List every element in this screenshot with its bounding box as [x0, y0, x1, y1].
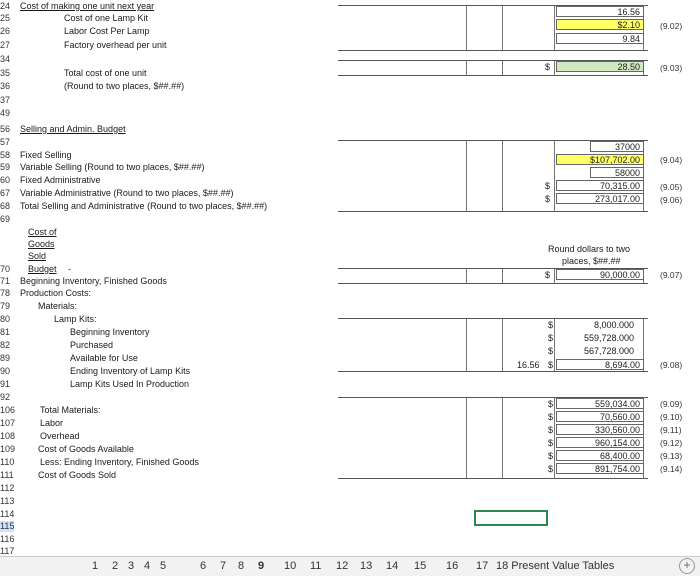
sheet-tab[interactable]: 18 Present Value Tables	[496, 560, 615, 572]
cell-lamp-kit[interactable]: 16.56	[556, 6, 644, 17]
sheet-tab[interactable]: 17	[476, 560, 489, 572]
cell-available[interactable]: 567,728.000	[584, 346, 635, 356]
round-dollars-note: Round dollars to two	[548, 244, 631, 254]
cogs-title-4: Budget	[28, 264, 57, 274]
beg-inv-label: Beginning Inventory	[70, 327, 150, 337]
total-materials-label: Total Materials:	[40, 405, 101, 415]
row-header[interactable]: 91	[0, 379, 11, 389]
row-header[interactable]: 58	[0, 150, 11, 160]
selected-cell[interactable]	[474, 510, 548, 526]
question-ref: (9.13)	[660, 451, 683, 461]
row-header[interactable]: 117	[0, 546, 15, 556]
row-header[interactable]: 69	[0, 214, 11, 224]
cogs-title-2: Goods	[28, 239, 55, 249]
dollar-sign: $	[545, 181, 551, 191]
cell-cogs-avail[interactable]: 960,154.00	[556, 437, 644, 448]
row-header[interactable]: 109	[0, 444, 16, 454]
beg-inv-fg-label: Beginning Inventory, Finished Goods	[20, 276, 167, 286]
question-ref: (9.11)	[660, 425, 682, 435]
dollar-sign: $	[545, 194, 551, 204]
cell-end-inv-kits[interactable]: 8,694.00	[556, 359, 644, 370]
row-header[interactable]: 89	[0, 353, 11, 363]
dollar-sign: $	[548, 451, 554, 461]
cell-purchased[interactable]: 559,728.000	[584, 333, 635, 343]
row-header[interactable]: 27	[0, 40, 11, 50]
cell-overhead2[interactable]: 330,560.00	[556, 424, 644, 435]
question-ref: (9.02)	[660, 21, 683, 31]
row-header[interactable]: 57	[0, 137, 11, 147]
cell-labor2[interactable]: 70,560.00	[556, 411, 644, 422]
dollar-sign: $	[548, 360, 554, 370]
question-ref: (9.14)	[660, 464, 683, 474]
cell-variable-admin[interactable]: 70,315.00	[556, 180, 644, 191]
question-ref: (9.10)	[660, 412, 683, 422]
lamp-kits-label: Lamp Kits:	[54, 314, 97, 324]
sheet-tab[interactable]: 14	[386, 560, 399, 572]
question-ref: (9.12)	[660, 438, 683, 448]
row-header[interactable]: 114	[0, 509, 15, 519]
fixed-admin-label: Fixed Administrative	[20, 175, 101, 185]
cell-labor[interactable]: $2.10	[556, 19, 644, 30]
sheet-tab[interactable]: 16	[446, 560, 459, 572]
labor2-label: Labor	[40, 418, 64, 428]
row-header[interactable]: 25	[0, 13, 11, 23]
sheet-tab[interactable]: 12	[336, 560, 349, 572]
sheet-tab[interactable]: 5	[160, 560, 167, 572]
dollar-sign: $	[548, 399, 554, 409]
available-label: Available for Use	[70, 353, 138, 363]
sheet-tab[interactable]: 11	[310, 560, 322, 572]
sheet-tab[interactable]: 9	[258, 560, 265, 572]
round-places-note: places, $##.##	[562, 256, 621, 266]
materials-label: Materials:	[38, 301, 78, 311]
cell-variable-selling[interactable]: $107,702.00	[556, 154, 644, 165]
row-header[interactable]: 111	[0, 470, 14, 480]
total-cost-label: Total cost of one unit	[64, 68, 147, 78]
cell-fixed-admin[interactable]: 58000	[590, 167, 644, 178]
row-header[interactable]: 60	[0, 175, 11, 185]
total-sa-label: Total Selling and Administrative (Round to two places, $##.##)	[20, 201, 268, 211]
question-ref: (9.07)	[660, 270, 683, 280]
sheet-tab[interactable]: 10	[284, 560, 297, 572]
row-header[interactable]: 82	[0, 340, 11, 350]
sheet-tab-bar	[0, 556, 700, 576]
dollar-sign: $	[548, 333, 554, 343]
dollar-sign: $	[548, 320, 554, 330]
cell-fixed-selling[interactable]: 37000	[590, 141, 644, 152]
sheet-tab[interactable]: 7	[220, 560, 227, 572]
question-ref: (9.09)	[660, 399, 683, 409]
row-header[interactable]: 34	[0, 54, 11, 64]
sheet-tab[interactable]: 4	[144, 560, 151, 572]
row-header[interactable]: 112	[0, 483, 15, 493]
question-ref: (9.04)	[660, 155, 683, 165]
row-header[interactable]: 90	[0, 366, 11, 376]
row-header[interactable]: 68	[0, 201, 11, 211]
row-header[interactable]: 79	[0, 301, 11, 311]
dollar-sign: $	[545, 62, 551, 72]
cogs-title-3: Sold	[28, 251, 47, 261]
cell-end-inv-fg[interactable]: 68,400.00	[556, 450, 644, 461]
production-costs-label: Production Costs:	[20, 288, 92, 298]
add-sheet-icon[interactable]: +	[679, 558, 695, 574]
row-header[interactable]: 92	[0, 392, 11, 402]
row-header[interactable]: 26	[0, 26, 11, 36]
dash-label: -	[68, 264, 71, 274]
row-header[interactable]: 67	[0, 188, 11, 198]
row-header[interactable]: 116	[0, 534, 15, 544]
overhead2-label: Overhead	[40, 431, 80, 441]
cell-total-cost[interactable]: 28.50	[556, 61, 644, 72]
cell-16-56[interactable]: 16.56	[517, 360, 540, 370]
row-header[interactable]: 113	[0, 496, 15, 506]
row-header[interactable]: 37	[0, 95, 11, 105]
question-ref: (9.05)	[660, 182, 683, 192]
overhead-label: Factory overhead per unit	[64, 40, 167, 50]
row-header[interactable]: 49	[0, 108, 11, 118]
cogs-label: Cost of Goods Sold	[38, 470, 117, 480]
sheet-tab[interactable]: 6	[200, 560, 207, 572]
row-header[interactable]: 110	[0, 457, 15, 467]
dollar-sign: $	[545, 270, 551, 280]
row-header[interactable]: 24	[0, 1, 11, 11]
row-header[interactable]: 59	[0, 162, 11, 172]
purchased-label: Purchased	[70, 340, 114, 350]
end-inv-kits-label: Ending Inventory of Lamp Kits	[70, 366, 191, 376]
labor-label: Labor Cost Per Lamp	[64, 26, 150, 36]
row-header[interactable]: 56	[0, 124, 11, 134]
cell-total-materials[interactable]: 559,034.00	[556, 398, 644, 409]
row-header[interactable]: 35	[0, 68, 11, 78]
row-header[interactable]: 108	[0, 431, 16, 441]
question-ref: (9.03)	[660, 63, 683, 73]
row-header[interactable]: 107	[0, 418, 16, 428]
less-end-label: Less: Ending Inventory, Finished Goods	[40, 457, 199, 467]
row-header[interactable]: 36	[0, 81, 11, 91]
row-header[interactable]: 81	[0, 327, 11, 337]
cost-section-title: Cost of making one unit next year	[20, 1, 155, 11]
cogs-avail-label: Cost of Goods Available	[38, 444, 134, 454]
row-header[interactable]: 71	[0, 276, 11, 286]
cell-beg-inv[interactable]: 8,000.000	[594, 320, 635, 330]
question-ref: (9.08)	[660, 360, 683, 370]
sheet-tab[interactable]: 13	[360, 560, 373, 572]
sheet-tab[interactable]: 1	[92, 560, 99, 572]
kits-used-label: Lamp Kits Used In Production	[70, 379, 190, 389]
lamp-kit-label: Cost of one Lamp Kit	[64, 13, 149, 23]
dollar-sign: $	[548, 425, 554, 435]
cell-total-sa[interactable]: 273,017.00	[556, 193, 644, 204]
sheet-tab[interactable]: 8	[238, 560, 245, 572]
sa-section-title: Selling and Admin. Budget	[20, 124, 126, 134]
question-ref: (9.06)	[660, 195, 683, 205]
dollar-sign: $	[548, 464, 554, 474]
dollar-sign: $	[548, 438, 554, 448]
dollar-sign: $	[548, 412, 554, 422]
row-header[interactable]: 78	[0, 288, 11, 298]
cell-beg-inv-fg[interactable]: 90,000.00	[556, 269, 644, 280]
dollar-sign: $	[548, 346, 554, 356]
cell-overhead[interactable]: 9.84	[556, 33, 644, 44]
row-header[interactable]: 106	[0, 405, 16, 415]
row-header[interactable]: 80	[0, 314, 11, 324]
sheet-tab[interactable]: 2	[112, 560, 119, 572]
variable-admin-label: Variable Administrative (Round to two places, $##.##)	[20, 188, 234, 198]
variable-selling-label: Variable Selling (Round to two places, $##.##)	[20, 162, 205, 172]
row-header[interactable]: 70	[0, 264, 11, 274]
cogs-title-1: Cost of	[28, 227, 57, 237]
sheet-tab[interactable]: 3	[128, 560, 135, 572]
row-header[interactable]: 115	[0, 521, 15, 531]
sheet-tab[interactable]: 15	[414, 560, 427, 572]
round-note-label: (Round to two places, $##.##)	[64, 81, 185, 91]
cell-cogs[interactable]: 891,754.00	[556, 463, 644, 474]
fixed-selling-label: Fixed Selling	[20, 150, 72, 160]
